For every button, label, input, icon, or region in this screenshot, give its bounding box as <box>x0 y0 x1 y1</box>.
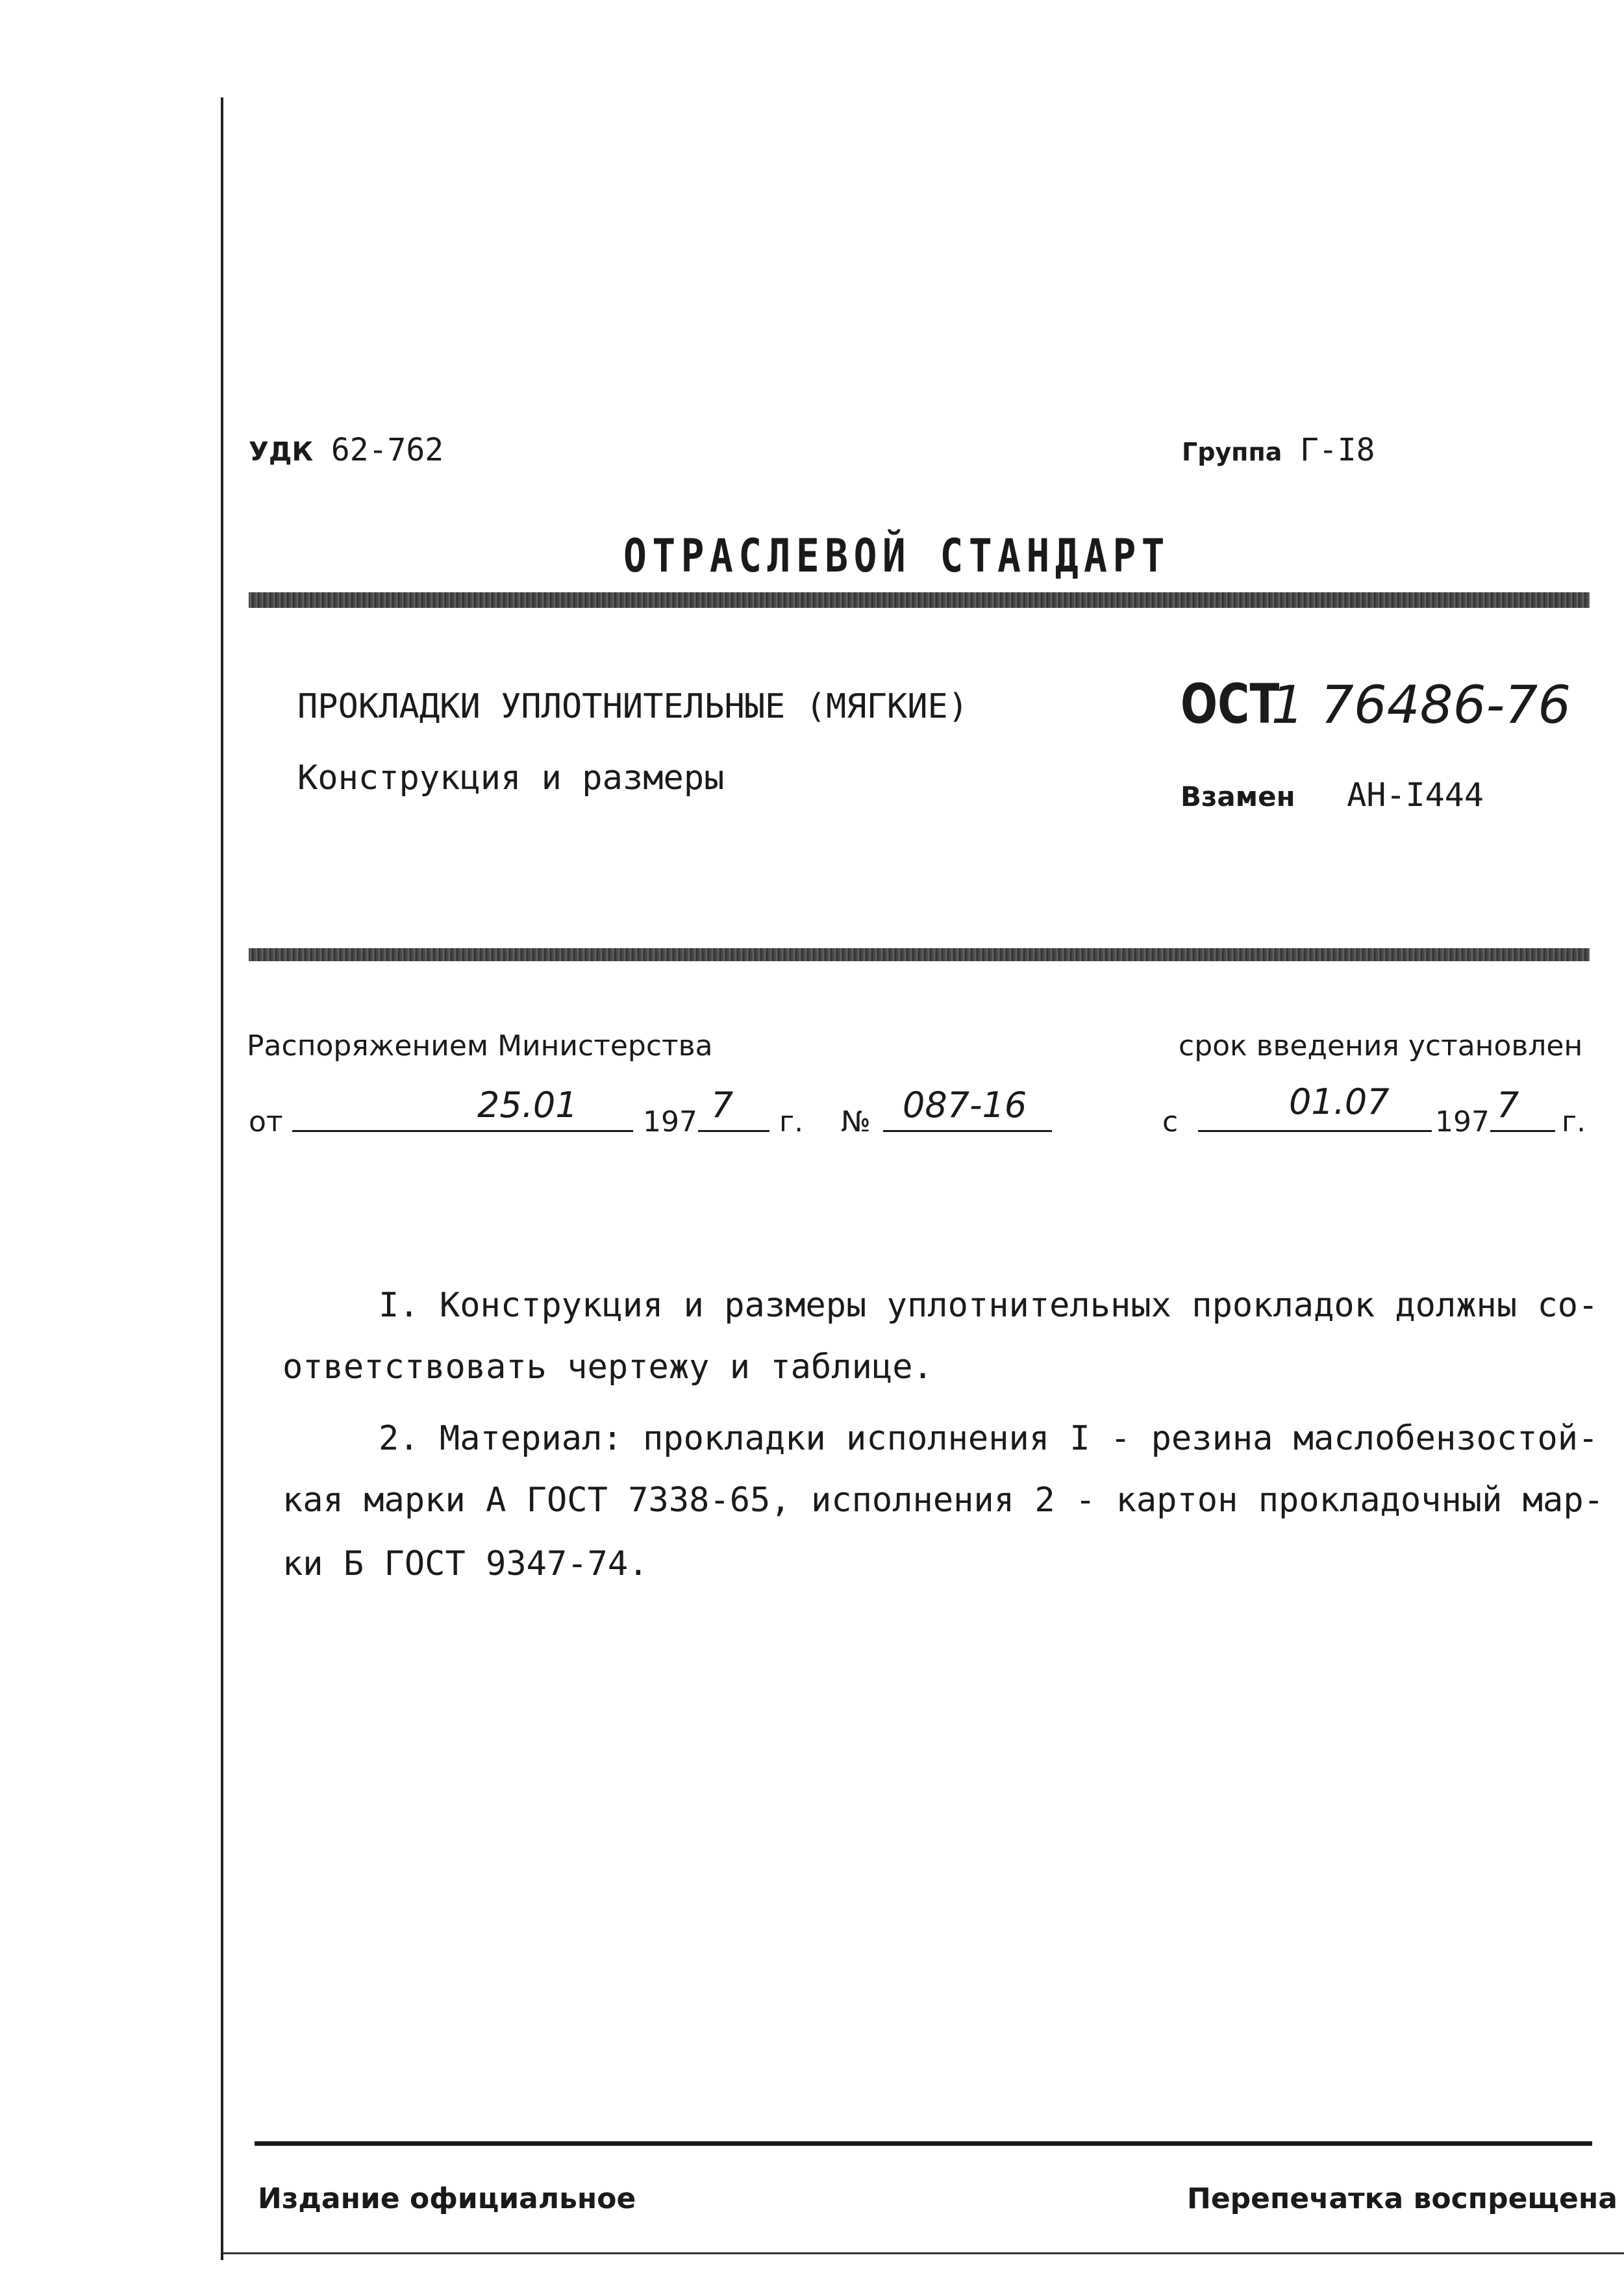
effective-year-digit: 7 <box>1497 1085 1519 1126</box>
group-label: Группа <box>1182 438 1282 466</box>
order-right-label: срок введения установлен <box>1179 1029 1583 1063</box>
udk-value: 62-762 <box>331 432 444 468</box>
replaces-block <box>1181 776 1484 814</box>
effective-date-blank <box>1198 1130 1432 1132</box>
effective-year-suffix: г. <box>1562 1105 1586 1138</box>
group-block <box>1182 432 1375 468</box>
paragraph-2-line-2: кая марки А ГОСТ 7338-65, исполнения 2 - картон прокладочный мар- <box>282 1481 1604 1520</box>
ost-number: 1 76486-76 <box>1271 675 1571 735</box>
document-rule <box>249 948 1590 961</box>
footer-official-edition: Издание официальное <box>258 2182 636 2215</box>
document-name: ПРОКЛАДКИ УПЛОТНИТЕЛЬНЫЕ (МЯГКИЕ) <box>297 687 969 726</box>
year-blank <box>698 1130 769 1132</box>
effective-year-blank <box>1490 1130 1555 1132</box>
document-subtitle: Конструкция и размеры <box>297 759 725 798</box>
since-label: с <box>1162 1105 1179 1138</box>
paragraph-1-line-2: ответствовать чертежу и таблице. <box>282 1348 933 1387</box>
paragraph-1-line-1: I. Конструкция и размеры уплотнительных прокладок должны со- <box>379 1286 1599 1325</box>
order-date: 25.01 <box>477 1085 578 1126</box>
year-prefix: 197 <box>643 1105 697 1138</box>
footer-reprint-prohibited: Перепечатка воспрещена <box>1187 2182 1618 2215</box>
footer-rule <box>255 2141 1592 2146</box>
title-rule <box>249 592 1590 608</box>
paragraph-2-line-1: 2. Материал: прокладки исполнения I - резина маслобензостой- <box>379 1419 1599 1458</box>
number-label: № <box>841 1105 871 1138</box>
left-margin-line <box>221 97 223 2260</box>
udk-label: УДК <box>249 437 314 467</box>
group-value: Г-I8 <box>1299 432 1375 468</box>
year-digit: 7 <box>711 1085 734 1126</box>
from-label: от <box>249 1105 283 1138</box>
order-number: 087-16 <box>903 1085 1027 1126</box>
year-suffix: г. <box>779 1105 804 1138</box>
effective-year-prefix: 197 <box>1435 1105 1490 1138</box>
ost-designation <box>1181 672 1571 736</box>
effective-date: 01.07 <box>1289 1081 1390 1122</box>
order-left-label: Распоряжением Министерства <box>247 1029 713 1063</box>
replaces-label: Взамен <box>1181 781 1295 812</box>
paragraph-2-line-3: ки Б ГОСТ 9347-74. <box>282 1544 649 1583</box>
replaces-value: АН-I444 <box>1347 776 1484 814</box>
date-blank <box>292 1130 633 1132</box>
page-title: ОТРАСЛЕВОЙ СТАНДАРТ <box>623 529 1171 583</box>
bottom-border-line <box>223 2252 1624 2254</box>
number-blank <box>883 1130 1052 1132</box>
ost-label: ОСТ <box>1181 672 1280 736</box>
udk-block <box>249 432 443 468</box>
